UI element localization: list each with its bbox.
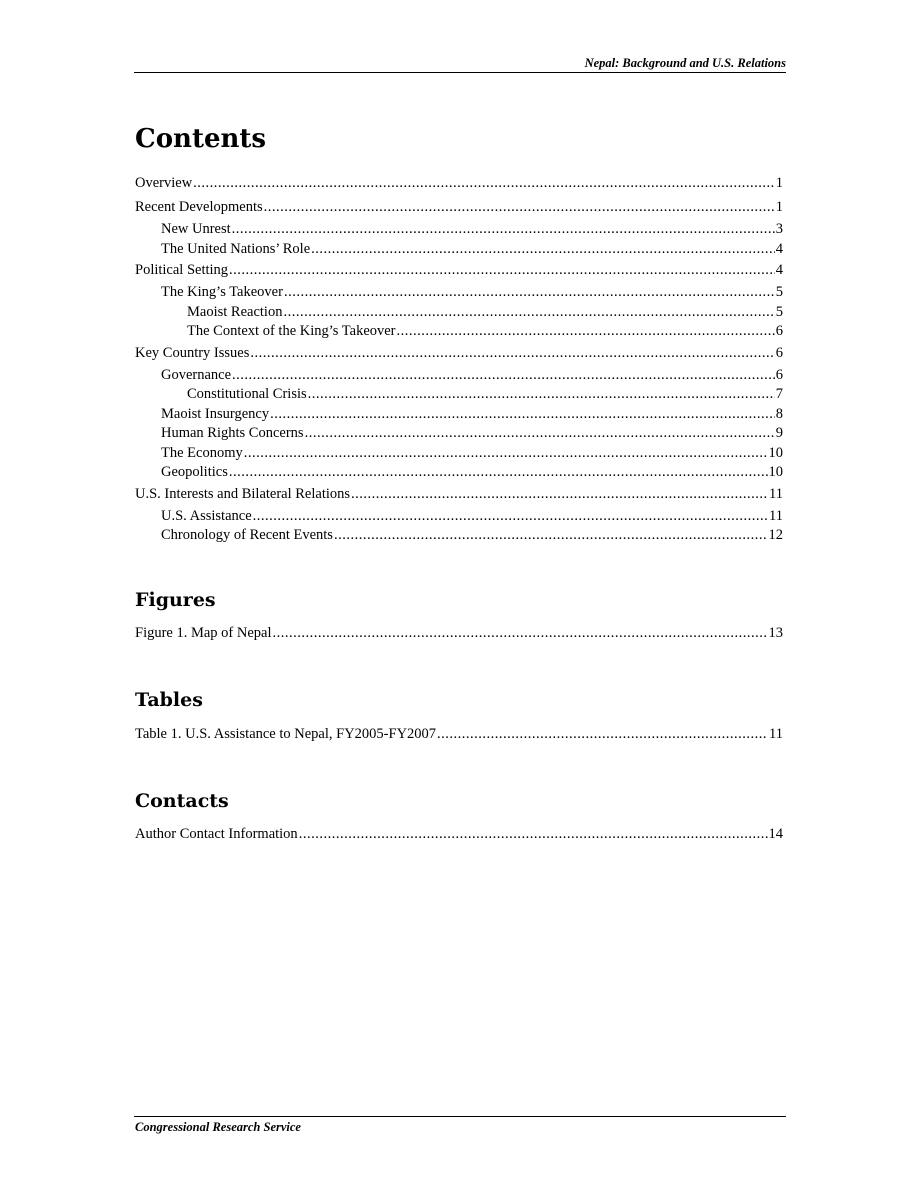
- dot-leader: [299, 826, 768, 843]
- toc-label: The Economy: [161, 444, 243, 461]
- toc-page-number: 3: [775, 221, 783, 237]
- toc-entry-political-setting[interactable]: [135, 260, 783, 284]
- header-rule: [134, 72, 786, 73]
- toc-page-number: 6: [775, 366, 783, 383]
- tables-heading: Tables: [135, 689, 203, 711]
- toc-page-number: 4: [775, 240, 783, 257]
- contents-heading: Contents: [135, 124, 267, 154]
- toc-page-number: 10: [768, 464, 783, 480]
- toc-entry-governance[interactable]: [135, 367, 783, 387]
- toc-entry-chronology[interactable]: [135, 527, 783, 547]
- toc-page-number: 4: [775, 262, 783, 278]
- toc-entry-recent-developments[interactable]: [135, 197, 783, 221]
- contacts-list: [135, 826, 783, 848]
- dot-leader: [311, 241, 775, 258]
- toc-entry-context-kings-takeover[interactable]: [135, 323, 783, 343]
- toc-label: The United Nations’ Role: [161, 240, 311, 257]
- toc-label: Human Rights Concerns: [161, 425, 304, 441]
- toc-label: Overview: [135, 175, 193, 191]
- dot-leader: [305, 425, 775, 442]
- toc-entry-table-1[interactable]: [135, 726, 783, 748]
- toc-page-number: 9: [775, 425, 783, 441]
- toc-page-number: 5: [775, 284, 783, 300]
- dot-leader: [270, 406, 775, 423]
- toc-page-number: 13: [768, 625, 783, 641]
- toc-page-number: 7: [775, 386, 783, 402]
- toc-label: New Unrest: [161, 221, 231, 237]
- dot-leader: [334, 527, 768, 544]
- dot-leader: [397, 323, 775, 340]
- toc-label: Governance: [161, 366, 232, 383]
- dot-leader: [232, 367, 775, 384]
- toc-entry-new-unrest[interactable]: [135, 221, 783, 241]
- figures-list: [135, 625, 783, 647]
- toc-label: Maoist Reaction: [187, 303, 283, 320]
- contacts-heading: Contacts: [135, 790, 229, 812]
- toc-page-number: 1: [775, 199, 783, 215]
- toc-label: Table 1. U.S. Assistance to Nepal, FY2005-FY2007: [135, 726, 437, 742]
- toc-page-number: 5: [775, 303, 783, 320]
- toc-label: Recent Developments: [135, 199, 263, 215]
- toc-entry-kings-takeover[interactable]: [135, 284, 783, 304]
- toc-label: Figure 1. Map of Nepal: [135, 625, 272, 641]
- toc-label: U.S. Assistance: [161, 507, 252, 524]
- toc-entry-author-contact[interactable]: [135, 826, 783, 848]
- toc-label: Chronology of Recent Events: [161, 527, 333, 543]
- toc-entry-us-assistance[interactable]: [135, 508, 783, 528]
- running-header: Nepal: Background and U.S. Relations: [584, 56, 786, 70]
- toc-page-number: 11: [769, 726, 783, 742]
- toc-page-number: 11: [769, 507, 783, 524]
- toc-entry-geopolitics[interactable]: [135, 464, 783, 484]
- toc-label: Author Contact Information: [135, 826, 298, 842]
- toc-entry-maoist-reaction[interactable]: [135, 304, 783, 324]
- dot-leader: [229, 262, 775, 279]
- dot-leader: [351, 486, 768, 503]
- dot-leader: [232, 221, 775, 238]
- toc-entry-overview[interactable]: [135, 175, 783, 197]
- toc-label: The King’s Takeover: [161, 284, 283, 300]
- dot-leader: [193, 175, 775, 192]
- dot-leader: [264, 199, 775, 216]
- toc-label: Political Setting: [135, 262, 229, 278]
- dot-leader: [437, 726, 768, 743]
- toc-label: The Context of the King’s Takeover: [187, 323, 396, 339]
- toc-page-number: 10: [768, 444, 783, 461]
- toc-label: Geopolitics: [161, 464, 228, 480]
- dot-leader: [229, 464, 768, 481]
- toc-label: Constitutional Crisis: [187, 386, 307, 402]
- toc-page-number: 8: [775, 405, 783, 422]
- toc-entry-constitutional-crisis[interactable]: [135, 386, 783, 406]
- footer-rule: [134, 1116, 786, 1117]
- toc-page-number: 6: [775, 323, 783, 339]
- dot-leader: [244, 445, 768, 462]
- toc-entry-economy[interactable]: [135, 445, 783, 465]
- dot-leader: [283, 304, 774, 321]
- running-footer: Congressional Research Service: [135, 1120, 301, 1134]
- figures-heading: Figures: [135, 589, 216, 611]
- toc-entry-figure-1[interactable]: [135, 625, 783, 647]
- toc-label: U.S. Interests and Bilateral Relations: [135, 485, 351, 502]
- dot-leader: [308, 386, 775, 403]
- toc-label: Key Country Issues: [135, 344, 250, 361]
- tables-list: [135, 726, 783, 748]
- toc-page-number: 11: [769, 485, 783, 502]
- toc-page-number: 12: [768, 527, 783, 543]
- toc-entry-us-interests[interactable]: [135, 484, 783, 508]
- toc-page-number: 6: [775, 344, 783, 361]
- toc-page-number: 1: [775, 175, 783, 191]
- toc-entry-maoist-insurgency[interactable]: [135, 406, 783, 426]
- toc-entry-key-country-issues[interactable]: [135, 343, 783, 367]
- contents-list: [135, 175, 783, 547]
- dot-leader: [250, 345, 774, 362]
- dot-leader: [253, 508, 768, 525]
- toc-entry-un-role[interactable]: [135, 241, 783, 261]
- dot-leader: [273, 625, 768, 642]
- toc-label: Maoist Insurgency: [161, 405, 270, 422]
- toc-entry-human-rights[interactable]: [135, 425, 783, 445]
- dot-leader: [284, 284, 775, 301]
- toc-page-number: 14: [768, 826, 783, 842]
